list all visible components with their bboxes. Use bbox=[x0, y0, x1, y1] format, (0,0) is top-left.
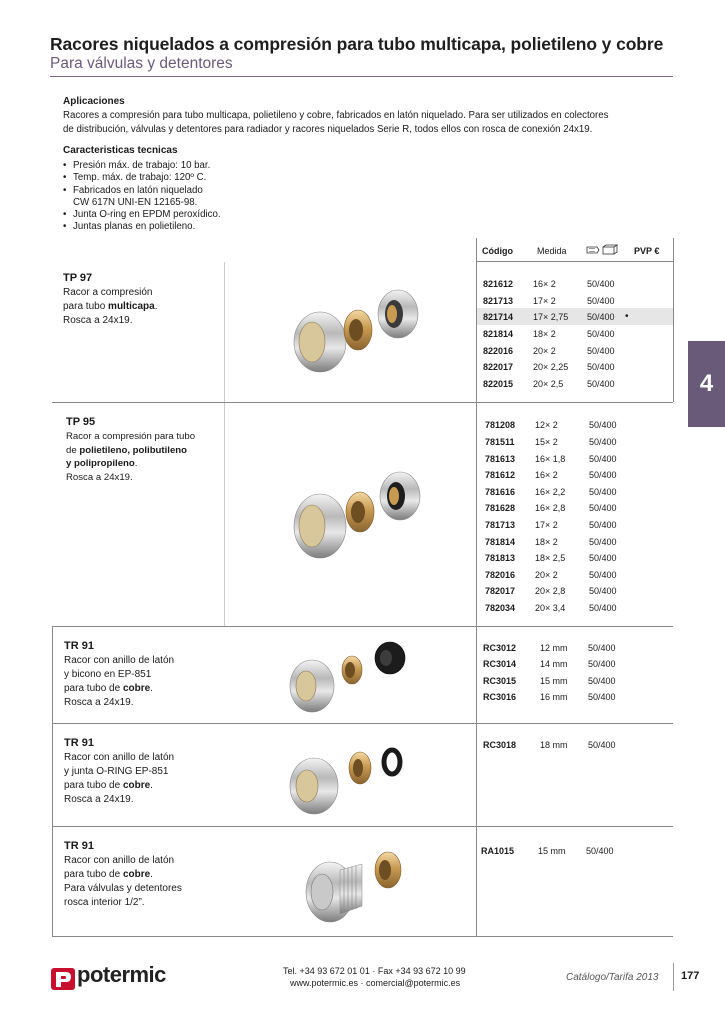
page-number: 177 bbox=[681, 970, 700, 982]
image-frame-divider bbox=[224, 262, 225, 402]
table-row: 781616 16× 2,2 50/400 bbox=[485, 487, 617, 497]
table-row: RA1015 15 mm 50/400 bbox=[481, 846, 614, 856]
aplicaciones-line-2: de distribución, válvulas y detentores para radiador y racores niquelados Serie R, todos ellos con rosca de conexión 24x19. bbox=[63, 124, 593, 135]
caracteristica-item: • Junta O-ring en EPDM peroxídico. bbox=[63, 209, 221, 221]
caracteristica-item: • Temp. máx. de trabajo: 120º C. bbox=[63, 172, 221, 184]
table-row: RC3016 16 mm 50/400 bbox=[483, 692, 616, 702]
table-row: 822015 20× 2,5 50/400 bbox=[483, 379, 615, 389]
product-description: Racor con anillo de latón y junta O-RING EP-851 para tubo de cobre. Rosca a 24x19. bbox=[64, 752, 175, 805]
potermic-logo: potermic bbox=[77, 962, 166, 987]
caracteristica-item: • Presión máx. de trabajo: 10 bar. bbox=[63, 160, 221, 172]
potermic-logo-mark bbox=[51, 968, 75, 990]
table-row: 781208 12× 2 50/400 bbox=[485, 420, 617, 430]
column-codigo: Código bbox=[482, 246, 513, 256]
table-row: 782034 20× 3,4 50/400 bbox=[485, 603, 617, 613]
table-row: RC3014 14 mm 50/400 bbox=[483, 659, 616, 669]
table-row: RC3018 18 mm 50/400 bbox=[483, 740, 616, 750]
product-name: TR 91 bbox=[64, 640, 94, 652]
table-row: 821713 17× 2 50/400 bbox=[483, 296, 615, 306]
section-divider bbox=[52, 626, 673, 627]
section-divider bbox=[52, 402, 476, 403]
table-row: 781612 16× 2 50/400 bbox=[485, 470, 617, 480]
table-row-highlighted: 821714 17× 2,75 50/400 • bbox=[477, 308, 673, 325]
aplicaciones-heading: Aplicaciones bbox=[63, 96, 125, 107]
section-divider bbox=[52, 826, 673, 827]
section-left-border bbox=[52, 626, 53, 936]
table-row: RC3015 15 mm 50/400 bbox=[483, 676, 616, 686]
product-description: Racor a compresión para tubo multicapa. Rosca a 24x19. bbox=[63, 287, 158, 326]
table-right-border bbox=[673, 238, 674, 402]
product-name: TP 95 bbox=[66, 416, 96, 428]
caracteristica-item: • Fabricados en latón niquelado bbox=[63, 185, 221, 197]
chapter-tab[interactable]: 4 bbox=[688, 341, 725, 427]
table-row: RC3012 12 mm 50/400 bbox=[483, 643, 616, 653]
caracteristicas-list bbox=[63, 160, 221, 234]
table-row: 822017 20× 2,25 50/400 bbox=[483, 362, 615, 372]
table-row: 781814 18× 2 50/400 bbox=[485, 537, 617, 547]
table-row: 822016 20× 2 50/400 bbox=[483, 346, 615, 356]
table-row: 781511 15× 2 50/400 bbox=[485, 437, 617, 447]
fitting-tr91-oring-image bbox=[282, 734, 412, 818]
new-item-marker: • bbox=[625, 311, 629, 322]
fitting-tp95-image bbox=[284, 460, 434, 575]
table-row: 821612 16× 2 50/400 bbox=[483, 279, 615, 289]
table-row: 821814 18× 2 50/400 bbox=[483, 329, 615, 339]
product-name: TR 91 bbox=[64, 737, 94, 749]
caracteristica-item: CW 617N UNI-EN 12165-98. bbox=[73, 196, 198, 208]
product-description: Racor con anillo de latón para tubo de cobre. Para válvulas y detentores rosca interior 1/2”. bbox=[64, 855, 182, 908]
caracteristicas-heading: Caracteristicas tecnicas bbox=[63, 145, 178, 156]
table-row: 781613 16× 1,8 50/400 bbox=[485, 454, 617, 464]
fitting-tr91-rosca-image bbox=[300, 836, 420, 926]
product-description: Racor con anillo de latón y bicono en EP-851 para tubo de cobre. Rosca a 24x19. bbox=[64, 655, 175, 708]
section-divider bbox=[476, 402, 673, 403]
table-row: 782017 20× 2,8 50/400 bbox=[485, 586, 617, 596]
product-name: TP 97 bbox=[63, 272, 93, 284]
table-header-rule bbox=[476, 261, 673, 262]
image-frame-divider bbox=[224, 402, 225, 626]
column-pvp: PVP € bbox=[634, 246, 660, 256]
footer-catalog-label: Catálogo/Tarifa 2013 bbox=[566, 972, 659, 983]
footer-divider bbox=[673, 963, 674, 991]
table-row: 782016 20× 2 50/400 bbox=[485, 570, 617, 580]
page-subtitle: Para válvulas y detentores bbox=[50, 55, 233, 72]
product-description: Racor a compresión para tubo de polietileno, polibutileno y polipropileno. Rosca a 24x19. bbox=[66, 431, 196, 483]
title-divider bbox=[50, 76, 673, 77]
footer-contact-phone: Tel. +34 93 672 01 01 · Fax +34 93 672 10 99 bbox=[283, 966, 466, 976]
package-icon bbox=[586, 244, 620, 256]
section-divider bbox=[52, 936, 673, 937]
table-row: 781813 18× 2,5 50/400 bbox=[485, 553, 617, 563]
caracteristica-item: • Juntas planas en polietileno. bbox=[63, 221, 221, 233]
page-title: Racores niquelados a compresión para tubo multicapa, polietileno y cobre bbox=[50, 34, 664, 54]
table-row: 781628 16× 2,8 50/400 bbox=[485, 503, 617, 513]
footer-contact-web: www.potermic.es · comercial@potermic.es bbox=[290, 978, 461, 988]
fitting-tp97-image bbox=[282, 280, 432, 390]
column-medida: Medida bbox=[537, 246, 567, 256]
fitting-tr91-bicono-image bbox=[286, 636, 410, 720]
product-name: TR 91 bbox=[64, 840, 94, 852]
section-divider bbox=[52, 723, 673, 724]
aplicaciones-line-1: Racores a compresión para tubo multicapa, polietileno y cobre, fabricados en latón niquelado. Para ser utilizados en colectores bbox=[63, 110, 609, 121]
table-row: 781713 17× 2 50/400 bbox=[485, 520, 617, 530]
